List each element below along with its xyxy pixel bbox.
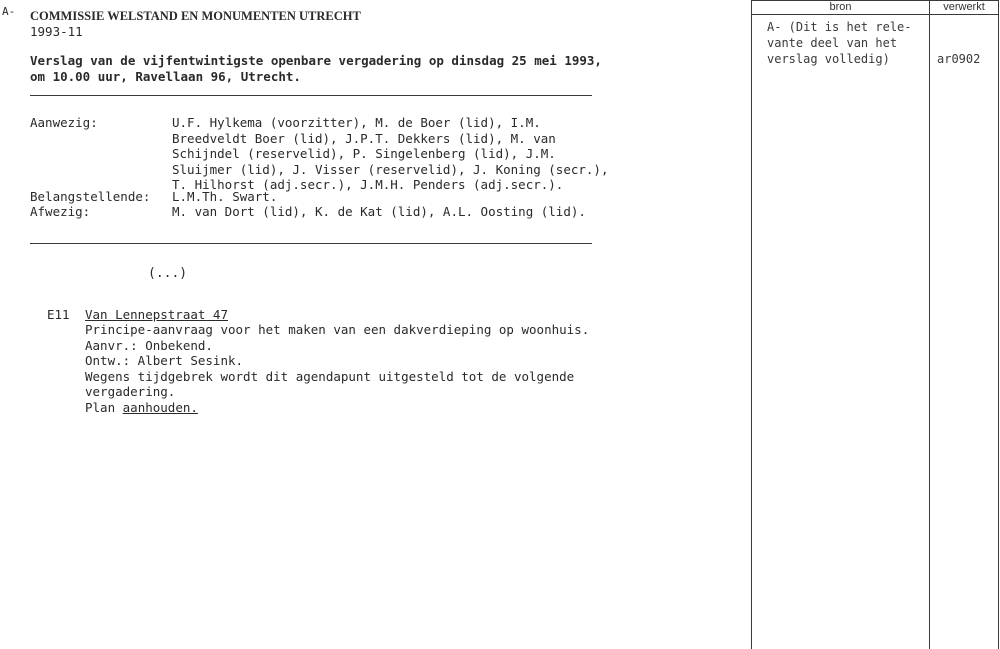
item-line: Wegens tijdgebrek wordt dit agendapunt uitgesteld tot de volgende [85,368,575,384]
column-header-verwerkt: verwerkt [943,1,985,13]
margin-mark: A- [2,5,16,18]
present-line: Breedveldt Boer (lid), J.P.T. Dekkers (lid), M. van [172,130,556,146]
divider-bottom [30,243,592,244]
present-label: Aanwezig: [30,115,98,130]
bron-line: A- (Dit is het rele- [767,20,912,34]
bron-line: vante deel van het [767,36,898,50]
present-line: Schijndel (reservelid), P. Singelenberg (lid), J.M. [172,146,556,161]
sidebar-border-mid [929,0,930,649]
item-body [85,322,589,415]
plan-line [85,400,589,416]
ellipsis: (...) [148,266,188,281]
present-line: T. Hilhorst (adj.secr.), J.M.H. Penders (adj.secr.). [172,177,564,192]
item-line: Aanvr.: Onbekend. [85,337,213,353]
sidebar-header-rule [751,14,999,15]
item-line: Principe-aanvraag voor het maken van een dakverdieping op woonhuis. [85,322,590,337]
sidebar-border-left [751,0,752,649]
item-line: vergadering. [85,384,176,399]
verwerkt-code: ar0902 [937,52,981,66]
stakeholder-value: L.M.Th. Swart. [172,189,278,204]
column-header-bron: bron [829,1,852,13]
report-line-2: om 10.00 uur, Ravellaan 96, Utrecht. [30,69,301,84]
org-name: COMMISSIE WELSTAND EN MONUMENTEN UTRECHT [30,9,361,23]
meeting-number: 1993-11 [30,24,83,39]
item-address: Van Lennepstraat 47 [85,307,228,322]
report-line-1: Verslag van de vijfentwintigste openbare vergadering op dinsdag 25 mei 1993, [30,53,602,68]
item-code: E11 [47,307,70,322]
divider-top [30,95,592,96]
bron-note [767,19,912,67]
plan-action: aanhouden. [122,399,198,415]
absent-value: M. van Dort (lid), K. de Kat (lid), A.L. Oosting (lid). [172,204,586,219]
present-line: Sluijmer (lid), J. Visser (reservelid), J. Koning (secr.), [172,161,609,177]
stakeholder-label: Belangstellende: [30,189,151,204]
plan-prefix: Plan [85,399,116,415]
absent-label: Afwezig: [30,204,91,219]
present-line: U.F. Hylkema (voorzitter), M. de Boer (lid), I.M. [172,115,541,130]
sidebar-border-right [998,0,999,649]
item-line: Ontw.: Albert Sesink. [85,353,244,368]
present-list [172,115,609,193]
bron-line: verslag volledig) [767,52,890,66]
